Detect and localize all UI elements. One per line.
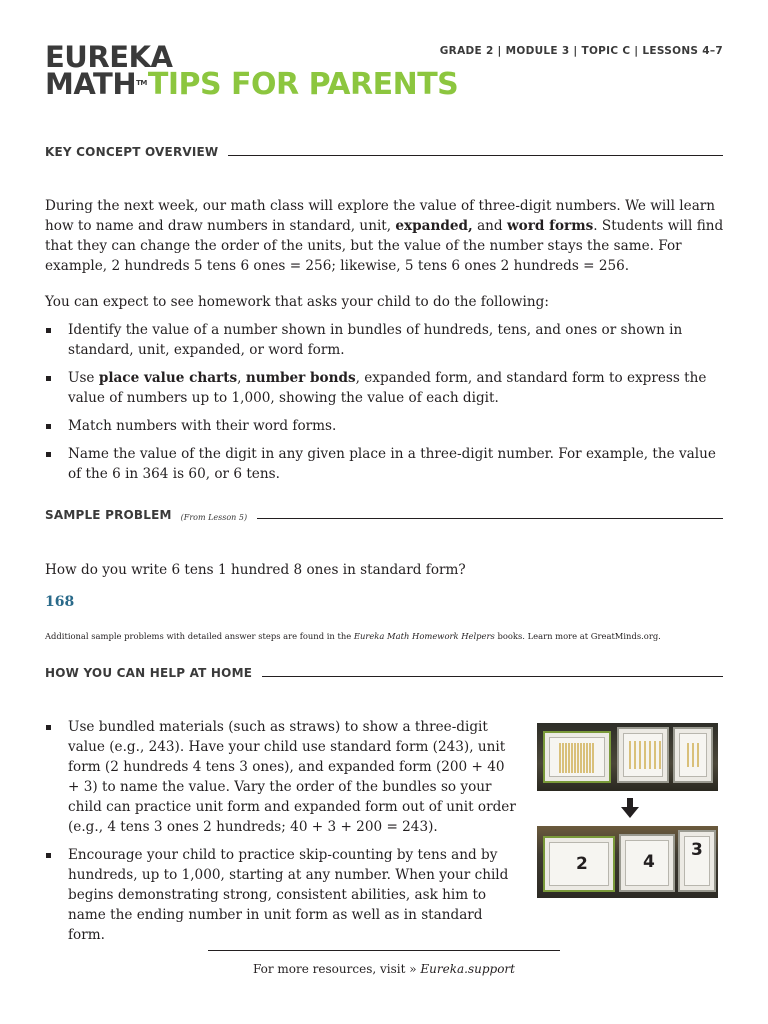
key-concept-paragraph: During the next week, our math class will explore the value of three-digit numbers. We will learn how to name and draw numbers in standard, unit, expanded, and word forms. Students will find that they can change the order of the units, but the value of the number stays the same. For example, 2 hundreds 5 tens 6 ones = 256; likewise, 5 tens 6 ones 2 hundreds = 256. bbox=[45, 198, 724, 274]
footer: For more resources, visit » Eureka.support bbox=[252, 962, 515, 976]
list-item: Use bundled materials (such as straws) to show a three-digit value (e.g., 243). Have your child use standard form (243), unit form (2 hundreds 4 tens 3 ones), and expanded form (200 + 40 + 3) to name the value. Vary the order of the bundles so your child can practice unit form and expanded form out of unit order (e.g., 4 tens 3 ones 2 hundreds; 40 + 3 + 200 = 243). bbox=[45, 717, 520, 837]
hundreds-digit: 2 bbox=[576, 854, 588, 874]
term-number-bonds: number bonds bbox=[245, 370, 356, 386]
homework-helpers-title: Eureka Math Homework Helpers bbox=[353, 631, 495, 641]
term-place-value-charts: place value charts bbox=[98, 370, 238, 386]
term-word-forms: word forms bbox=[506, 218, 594, 234]
ones-digit: 3 bbox=[691, 840, 703, 860]
eureka-support-link[interactable]: Eureka.support bbox=[420, 962, 515, 976]
list-item: Encourage your child to practice skip-counting by tens and by hundreds, up to 1,000, starting at any number. When your child begins demonstrating strong, consistent abilities, ask him to name the ending number in unit form as well as in standard form. bbox=[45, 845, 520, 945]
key-concept-header bbox=[45, 145, 723, 159]
footer-divider bbox=[208, 950, 560, 951]
sample-problem-source: (From Lesson 5) bbox=[180, 513, 248, 522]
logo-math: MATH bbox=[45, 67, 137, 101]
homework-intro: You can expect to see homework that asks your child to do the following: bbox=[45, 294, 549, 310]
homework-list bbox=[45, 320, 725, 492]
section-divider bbox=[228, 155, 723, 156]
term-expanded: expanded, bbox=[395, 218, 473, 234]
sample-question: How do you write 6 tens 1 hundred 8 ones in standard form? bbox=[45, 562, 466, 578]
list-item: Identify the value of a number shown in bundles of hundreds, tens, and ones or shown in standard, unit, expanded, or word form. bbox=[45, 320, 725, 360]
arrow-down-icon bbox=[621, 798, 639, 818]
logo-tips-for-parents: TIPS FOR PARENTS bbox=[147, 67, 459, 102]
logo-eureka: EUREKA bbox=[45, 40, 173, 74]
sample-problem-header bbox=[45, 508, 723, 522]
section-divider bbox=[262, 676, 723, 677]
tens-digit: 4 bbox=[643, 852, 655, 872]
bundled-straws-photo bbox=[537, 723, 718, 791]
eureka-math-logo bbox=[45, 40, 459, 102]
numbered-boxes-photo bbox=[537, 826, 718, 898]
logo-trademark: TM bbox=[136, 79, 147, 87]
grade-module-label: GRADE 2 | MODULE 3 | TOPIC C | LESSONS 4–7 bbox=[439, 45, 723, 57]
key-concept-title: KEY CONCEPT OVERVIEW bbox=[45, 145, 219, 159]
sample-problem-title: SAMPLE PROBLEM bbox=[45, 508, 172, 522]
list-item: Name the value of the digit in any given place in a three-digit number. For example, the value of the 6 in 364 is 60, or 6 tens. bbox=[45, 444, 725, 484]
sample-answer: 168 bbox=[45, 594, 75, 610]
list-item: Match numbers with their word forms. bbox=[45, 416, 725, 436]
help-at-home-title: HOW YOU CAN HELP AT HOME bbox=[45, 666, 253, 680]
help-list bbox=[45, 717, 520, 953]
help-at-home-header bbox=[45, 666, 723, 680]
section-divider bbox=[257, 518, 723, 519]
helpers-note: Additional sample problems with detailed answer steps are found in the Eureka Math Homework Helpers books. Learn more at GreatMinds.org. bbox=[45, 631, 661, 641]
list-item: Use place value charts, number bonds, expanded form, and standard form to express the value of numbers up to 1,000, showing the value of each digit. bbox=[45, 368, 725, 408]
